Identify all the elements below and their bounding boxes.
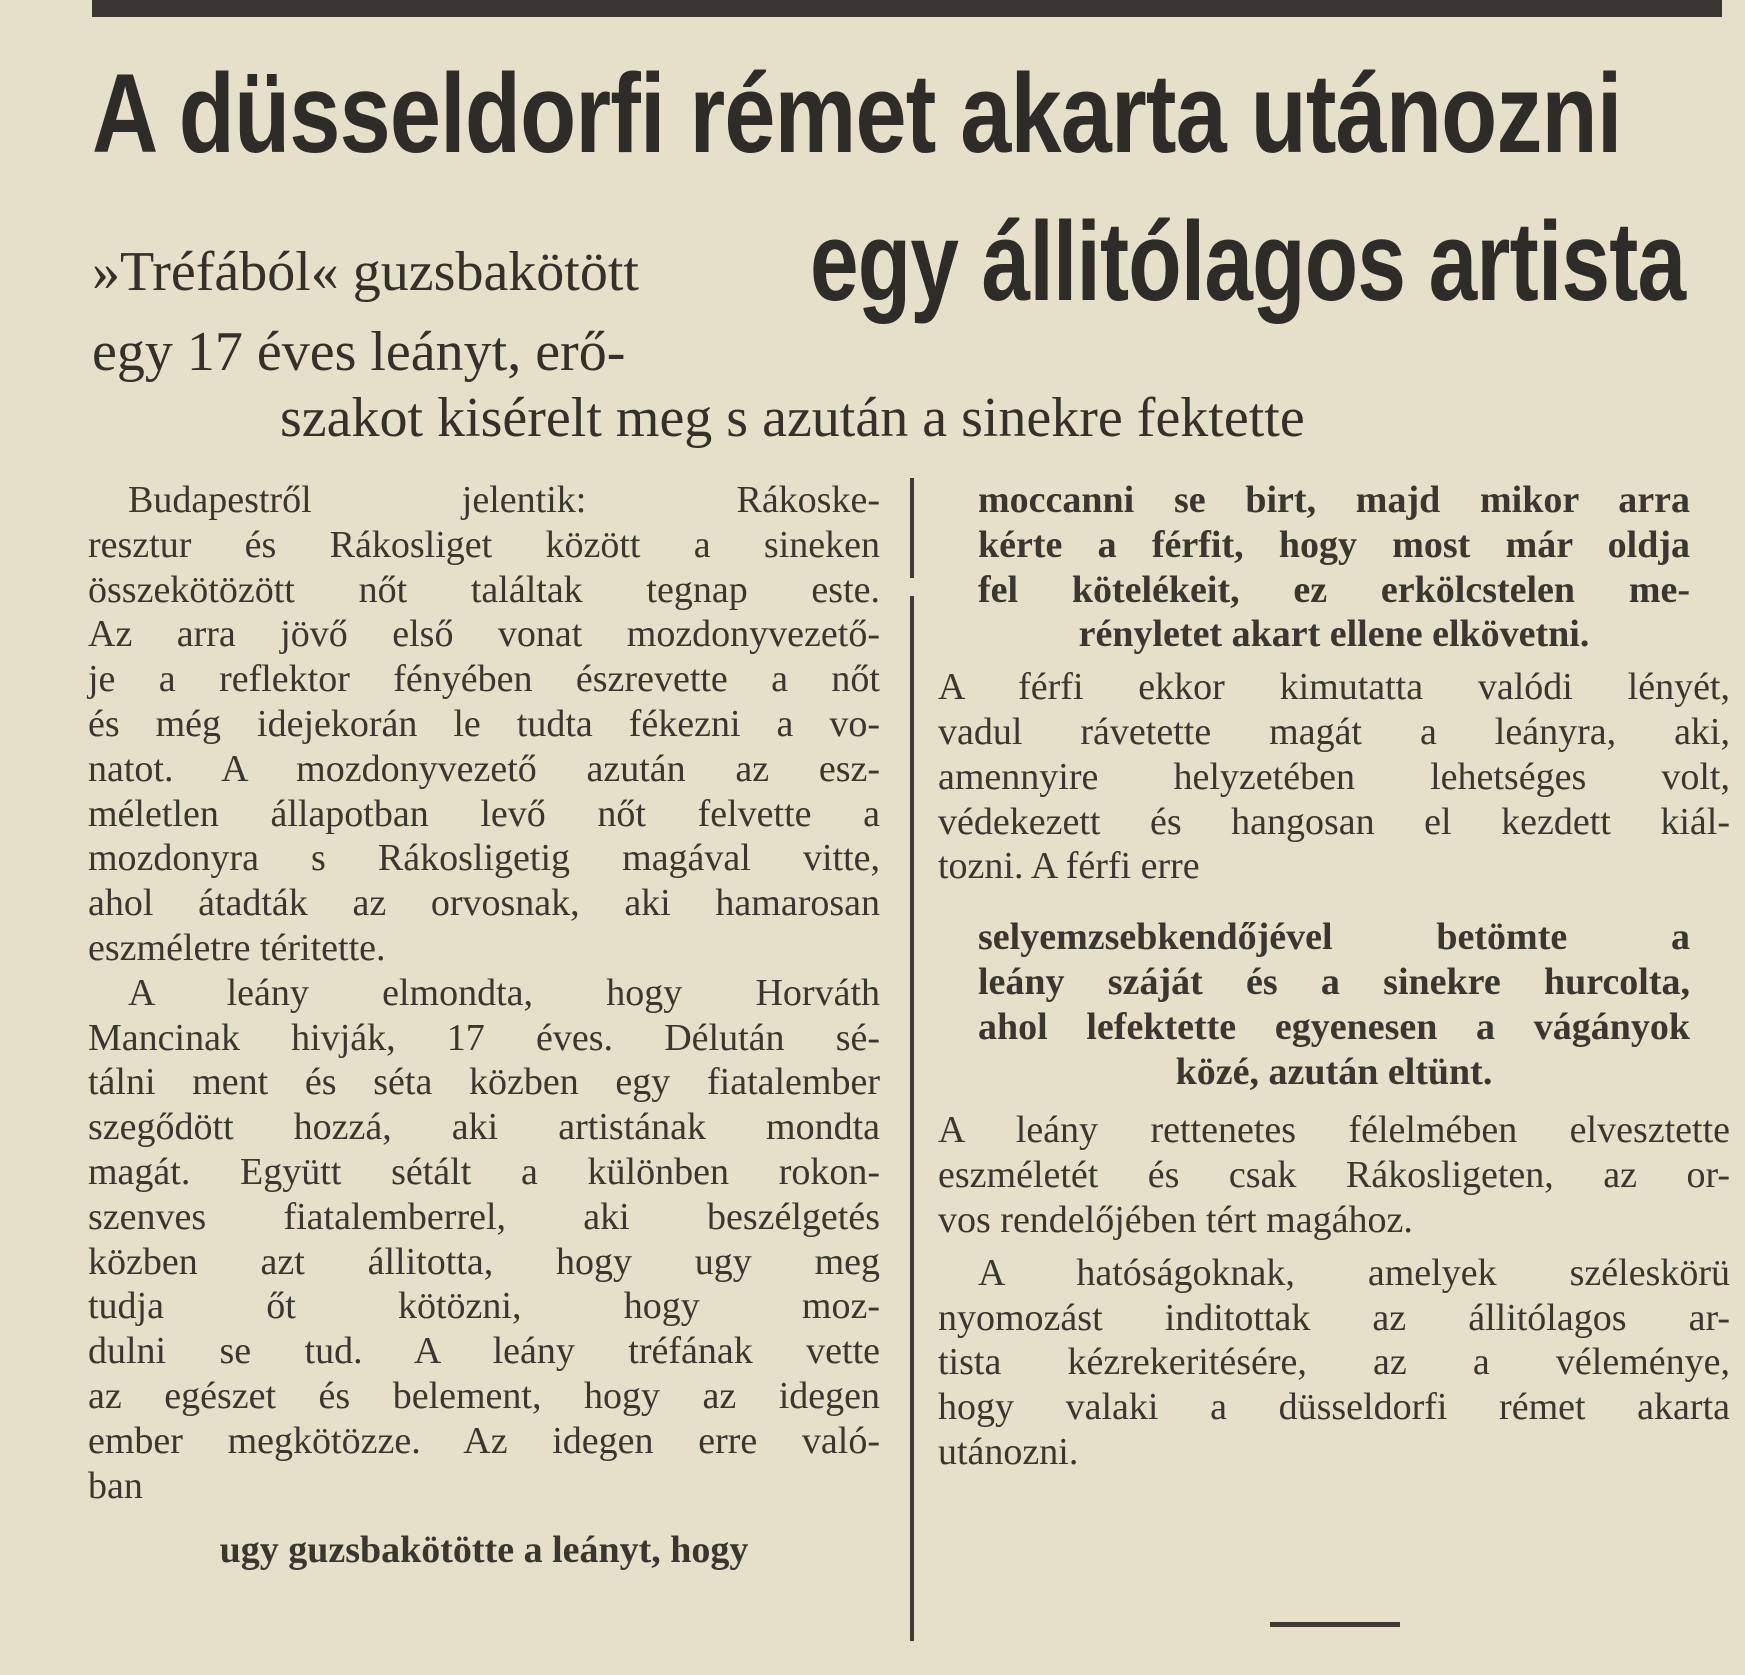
right-bold-block-1 [938, 478, 1730, 657]
text-line: szegődött hozzá, aki artistának mondta [88, 1106, 880, 1149]
end-rule [1270, 1622, 1400, 1627]
text-line: A leány elmondta, hogy Horváth [128, 971, 880, 1014]
text-line: tista kézrekeritésére, az a véleménye, [938, 1341, 1730, 1384]
right-column [938, 478, 1730, 1475]
text-line: tálni ment és séta közben egy fiatalember [88, 1061, 880, 1104]
text-line: ban [88, 1464, 143, 1507]
left-paragraph-1 [88, 478, 880, 971]
text-line: nyomozást inditottak az állitólagos ar- [938, 1296, 1730, 1339]
text-line: vos rendelőjében tért magához. [938, 1198, 1413, 1241]
text-line: A férfi ekkor kimutatta valódi lényét, [938, 666, 1730, 709]
right-paragraph-1 [938, 665, 1730, 889]
text-line: A hatóságoknak, amelyek széleskörü [978, 1251, 1730, 1294]
top-rule [92, 0, 1722, 17]
text-line: A leány rettenetes félelmében elvesztette [938, 1109, 1730, 1152]
subheadline-line-1: »Tréfából« guzsbakötött [92, 241, 639, 303]
text-line: leány száját és a sinekre hurcolta, [978, 960, 1690, 1003]
text-line: hogy valaki a düsseldorfi rémet akarta [938, 1386, 1730, 1429]
column-divider [910, 596, 914, 1641]
text-line: összekötözött nőt találtak tegnap este. [88, 568, 880, 611]
text-line: eszméletre téritette. [88, 926, 386, 969]
text-line: eszméletét és csak Rákosligeten, az or- [938, 1154, 1730, 1197]
text-line: moccanni se birt, majd mikor arra [978, 479, 1690, 521]
text-line: resztur és Rákosliget között a sineken [88, 523, 880, 566]
subheadline-line-2: egy 17 éves leányt, erő- [92, 321, 626, 383]
column-divider-top [910, 478, 914, 578]
text-line: natot. A mozdonyvezető azután az esz- [88, 747, 880, 790]
text-line: mozdonyra s Rákosligetig magával vitte, [88, 837, 880, 880]
text-line: je a reflektor fényében észrevette a nőt [88, 658, 880, 701]
text-line: szenves fiatalemberrel, aki beszélgetés [88, 1195, 880, 1238]
text-line: ember megkötözze. Az idegen erre való- [88, 1419, 880, 1462]
text-line: fel kötelékeit, ez erkölcstelen me- [978, 568, 1690, 611]
text-line: az egészet és belement, hogy az idegen [88, 1374, 880, 1417]
text-line: Mancinak hivják, 17 éves. Délután sé- [88, 1016, 880, 1059]
text-line: kérte a férfit, hogy most már oldja [978, 523, 1690, 566]
left-column [88, 478, 880, 1573]
text-line: utánozni. [938, 1430, 1079, 1473]
text-line: közé, azután eltünt. [1175, 1050, 1493, 1093]
text-line: Az arra jövő első vonat mozdonyvezető- [88, 613, 880, 656]
text-line: ahol lefektette egyenesen a vágányok [978, 1005, 1690, 1048]
text-line: Budapestről jelentik: Rákoske- [128, 479, 880, 521]
text-line: és még idejekorán le tudta fékezni a vo- [88, 702, 880, 745]
text-line: vadul rávetette magát a leányra, aki, [938, 710, 1730, 753]
text-line: amennyire helyzetében lehetséges volt, [938, 755, 1730, 798]
left-paragraph-2 [88, 971, 880, 1509]
subheadline-line-3: szakot kisérelt meg s azután a sinekre fektette [280, 387, 1305, 449]
text-line: méletlen állapotban levő nőt felvette a [88, 792, 880, 835]
right-paragraph-2 [938, 1108, 1730, 1242]
text-line: tudja őt kötözni, hogy moz- [88, 1285, 880, 1328]
text-line: tozni. A férfi erre [938, 845, 1200, 888]
text-line: selyemzsebkendőjével betömte a [978, 916, 1690, 959]
text-line: védekezett és hangosan el kezdett kiál- [938, 800, 1730, 843]
text-line: rényletet akart ellene elkövetni. [1078, 613, 1590, 656]
right-bold-block-2 [938, 915, 1730, 1094]
right-paragraph-3 [938, 1251, 1730, 1475]
headline-line-2: egy állitólagos artista [810, 199, 1686, 324]
text-line: közben azt állitotta, hogy ugy meg [88, 1240, 880, 1283]
bold-line: ugy guzsbakötötte a leányt, hogy [219, 1529, 749, 1572]
text-line: magát. Együtt sétált a különben rokon- [88, 1150, 880, 1193]
text-line: dulni se tud. A leány tréfának vette [88, 1330, 880, 1373]
headline-line-1: A düsseldorfi rémet akarta utánozni [92, 51, 1622, 176]
text-line: ahol átadták az orvosnak, aki hamarosan [88, 882, 880, 925]
